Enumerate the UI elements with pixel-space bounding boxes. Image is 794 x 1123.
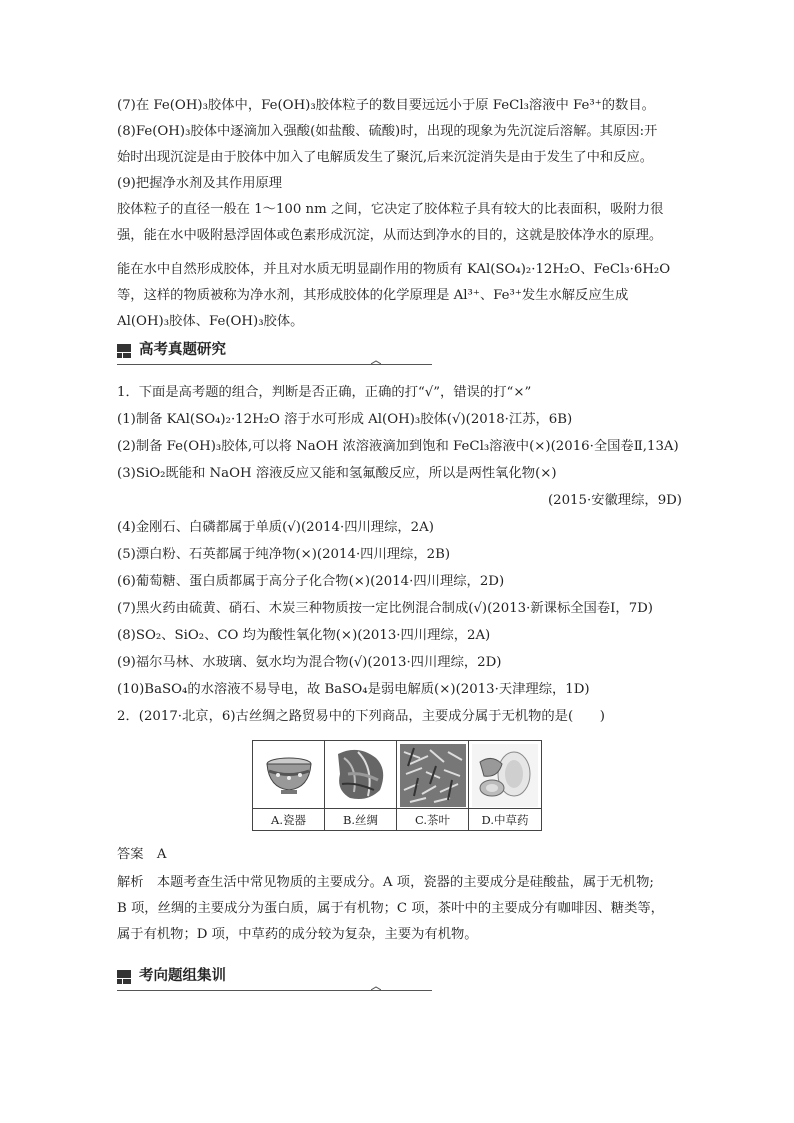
paragraph-9-line3: 能在水中自然形成胶体，并且对水质无明显副作用的物质有 KAl(SO₄)₂·12H₂O、FeCl₃·6H₂O bbox=[117, 262, 671, 277]
section-header-kaoxiang bbox=[117, 966, 432, 992]
option-cell-a bbox=[253, 741, 325, 830]
question-1-item-source: (2015·安徽理综，9D) bbox=[547, 493, 682, 508]
analysis-line: 解析 本题考查生活中常见物质的主要成分。A 项，瓷器的主要成分是硅酸盐，属于无机物; bbox=[117, 875, 654, 890]
question-1-item: (2)制备 Fe(OH)₃胶体,可以将 NaOH 浓溶液滴加到饱和 FeCl₃溶液中(×)(2016·全国卷Ⅱ,13A) bbox=[117, 439, 679, 454]
question-1-item: (6)葡萄糖、蛋白质都属于高分子化合物(×)(2014·四川理综，2D) bbox=[117, 574, 505, 589]
paragraph-8: (8)Fe(OH)₃胶体中逐滴加入强酸(如盐酸、硫酸)时，出现的现象为先沉淀后溶解。其原因:开 bbox=[117, 124, 658, 139]
question-2-figure-table bbox=[252, 740, 542, 831]
section-header-gaokao bbox=[117, 340, 432, 366]
option-cell-c bbox=[397, 741, 469, 830]
herbal-medicine-image bbox=[472, 744, 538, 807]
paragraph-9-line1: 胶体粒子的直径一般在 1～100 nm 之间，它决定了胶体粒子具有较大的比表面积，吸附力很 bbox=[117, 202, 664, 217]
option-label: D.中草药 bbox=[469, 808, 541, 831]
option-label: A.瓷器 bbox=[253, 808, 324, 831]
section-square-icon bbox=[117, 344, 131, 358]
silk-cloth-image bbox=[328, 744, 394, 807]
question-1-item: (7)黑火药由硫黄、硝石、木炭三种物质按一定比例混合制成(√)(2013·新课标全国卷Ⅰ，7D) bbox=[117, 601, 653, 616]
paragraph-9-line2: 强，能在水中吸附悬浮固体或色素形成沉淀，从而达到净水的目的，这就是胶体净水的原理。 bbox=[117, 228, 663, 243]
analysis-line: B 项，丝绸的主要成分为蛋白质，属于有机物；C 项，茶叶中的主要成分有咖啡因、糖类等， bbox=[117, 901, 664, 916]
option-label: C.茶叶 bbox=[397, 808, 468, 831]
paragraph-9-line4: 等，这样的物质被称为净水剂，其形成胶体的化学原理是 Al³⁺、Fe³⁺发生水解反应生成 bbox=[117, 288, 629, 303]
section-title: 高考真题研究 bbox=[139, 342, 226, 358]
question-2-stem: 2．(2017·北京，6)古丝绸之路贸易中的下列商品，主要成分属于无机物的是( ) bbox=[117, 709, 605, 724]
option-cell-b bbox=[325, 741, 397, 830]
question-1-item: (3)SiO₂既能和 NaOH 溶液反应又能和氢氟酸反应，所以是两性氧化物(×) bbox=[117, 466, 557, 481]
analysis-line: 属于有机物；D 项，中草药的成分较为复杂，主要为有机物。 bbox=[117, 927, 478, 942]
section-rule bbox=[117, 364, 432, 365]
section-title: 考向题组集训 bbox=[139, 968, 226, 984]
option-label: B.丝绸 bbox=[325, 808, 396, 831]
section-square-icon bbox=[117, 970, 131, 984]
option-cell-d bbox=[469, 741, 541, 830]
tea-leaves-image bbox=[400, 744, 466, 807]
question-1-item: (4)金刚石、白磷都属于单质(√)(2014·四川理综，2A) bbox=[117, 520, 434, 535]
question-1-item: (5)漂白粉、石英都属于纯净物(×)(2014·四川理综，2B) bbox=[117, 547, 451, 562]
rule-notch-icon bbox=[371, 360, 381, 366]
question-1-item: (9)福尔马林、水玻璃、氨水均为混合物(√)(2013·四川理综，2D) bbox=[117, 655, 502, 670]
question-1-item: (10)BaSO₄的水溶液不易导电，故 BaSO₄是弱电解质(×)(2013·天津理综，1D) bbox=[117, 682, 590, 697]
paragraph-8-cont: 始时出现沉淀是由于胶体中加入了电解质发生了聚沉,后来沉淀消失是由于发生了中和反应。 bbox=[117, 150, 654, 165]
rule-notch-icon bbox=[371, 986, 381, 992]
paragraph-9-heading: (9)把握净水剂及其作用原理 bbox=[117, 176, 283, 191]
answer-text: 答案 A bbox=[117, 847, 167, 862]
paragraph-7: (7)在 Fe(OH)₃胶体中，Fe(OH)₃胶体粒子的数目要远远小于原 FeCl₃溶液中 Fe³⁺的数目。 bbox=[117, 98, 655, 113]
question-1-item: (8)SO₂、SiO₂、CO 均为酸性氧化物(×)(2013·四川理综，2A) bbox=[117, 628, 491, 643]
section-rule bbox=[117, 990, 432, 991]
paragraph-9-line5: Al(OH)₃胶体、Fe(OH)₃胶体。 bbox=[117, 314, 304, 329]
porcelain-bowl-image bbox=[256, 744, 322, 807]
question-1-item: (1)制备 KAl(SO₄)₂·12H₂O 溶于水可形成 Al(OH)₃胶体(√)(2018·江苏，6B) bbox=[117, 412, 573, 427]
question-1-stem: 1．下面是高考题的组合，判断是否正确，正确的打“√”，错误的打“×” bbox=[117, 385, 532, 400]
